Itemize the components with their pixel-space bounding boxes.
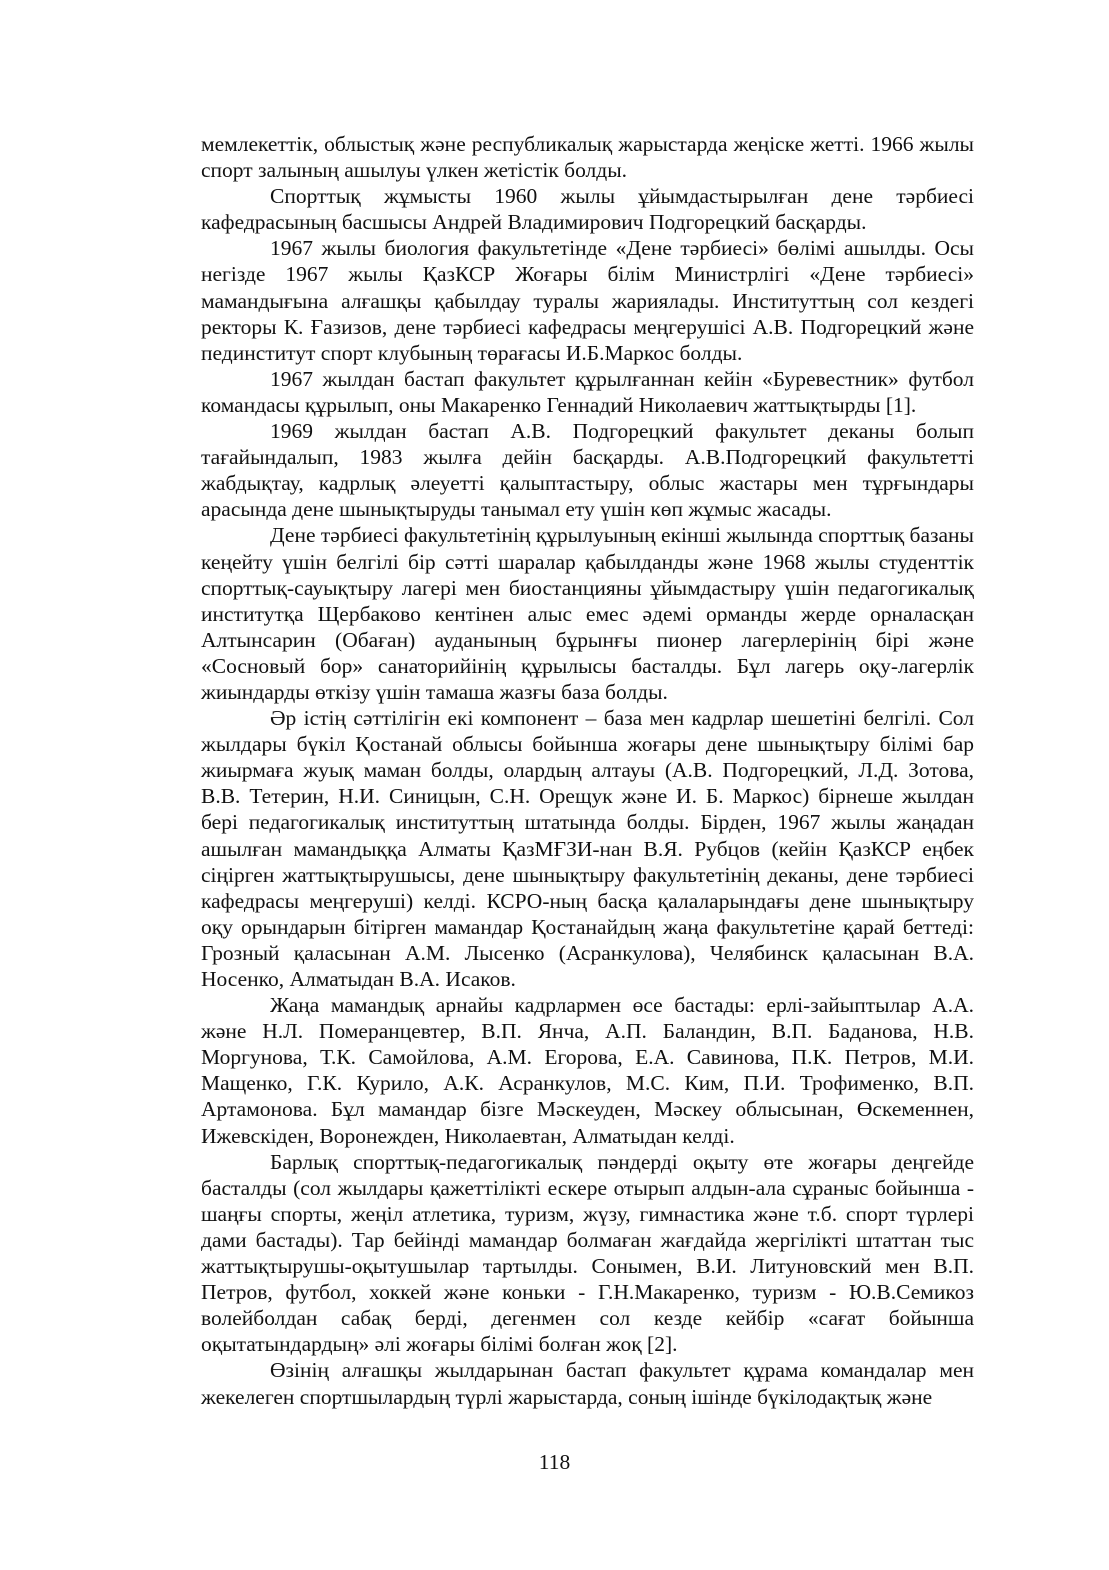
paragraph: Спорттық жұмысты 1960 жылы ұйымдастырылған дене тәрбиесі кафедрасының басшысы Андрей Владимирович Подгорецкий басқарды. (201, 184, 974, 235)
paragraph: Дене тәрбиесі факультетінің құрылуының екінші жылында спорттық базаны кеңейту үшін белгілі бір сәтті шаралар қабылданды және 1968 жылы студенттік спорттық-сауықтыру лагері мен биостанцияны ұйымдастыру үшін педагогикалық институтқа Щербаково кентінен алыс емес әдемі орманды жерде орналасқан Алтынсарин (Обаған) ауданының бұрынғы пионер лагерлерінің бірі және «Сосновый бор» санаторийінің құрылысы басталды. Бұл лагерь оқу-лагерлік жиындарды өткізу үшін тамаша жазғы база болды. (201, 523, 974, 704)
page-body (201, 131, 974, 1410)
paragraph: мемлекеттік, облыстық және республикалық жарыстарда жеңіске жетті. 1966 жылы спорт залының ашылуы үлкен жетістік болды. (201, 132, 974, 183)
paragraph: Әр істің сәттілігін екі компонент – база мен кадрлар шешетіні белгілі. Сол жылдары бүкіл Қостанай облысы бойынша жоғары дене шынықтыру білімі бар жиырмаға жуық маман болды, олардың алтауы (А.В. Подгорецкий, Л.Д. Зотова, В.В. Тетерин, Н.И. Синицын, С.Н. Орещук және И. Б. Маркос) бірнеше жылдан бері педагогикалық институттың штатында болды. Бірден, 1967 жылы жаңадан ашылған мамандыққа Алматы ҚазМҒЗИ-нан В.Я. Рубцов (кейін ҚазКСР еңбек сіңірген жаттықтырушысы, дене шынықтыру факультетінің деканы, дене тәрбиесі кафедрасы меңгеруші) келді. КСРО-ның басқа қалаларындағы дене шынықтыру оқу орындарын бітірген мамандар Қостанайдың жаңа факультетіне қарай беттеді: Грозный қаласынан А.М. Лысенко (Асранкулова), Челябинск қаласынан В.А. Носенко, Алматыдан В.А. Исаков. (201, 706, 974, 991)
paragraph: 1967 жылы биология факультетінде «Дене тәрбиесі» бөлімі ашылды. Осы негізде 1967 жылы ҚазКСР Жоғары білім Министрлігі «Дене тәрбиесі» мамандығына алғашқы қабылдау туралы жариялады. Институттың сол кездегі ректоры К. Ғазизов, дене тәрбиесі кафедрасы меңгерушісі А.В. Подгорецкий және пединститут спорт клубының төрағасы И.Б.Маркос болды. (201, 236, 974, 365)
paragraph: Барлық спорттық-педагогикалық пәндерді оқыту өте жоғары деңгейде басталды (сол жылдары қажеттілікті ескере отырып алдын-ала сұраныс бойынша - шаңғы спорты, жеңіл атлетика, туризм, жүзу, гимнастика және т.б. спорт түрлері дами бастады). Тар бейінді мамандар болмаған жағдайда жергілікті штаттан тыс жаттықтырушы-оқытушылар тартылды. Сонымен, В.И. Литуновский мен В.П. Петров, футбол, хоккей және коньки - Г.Н.Макаренко, туризм - Ю.В.Семикоз волейболдан сабақ берді, дегенмен сол кезде кейбір «сағат бойынша оқытатындардың» әлі жоғары білімі болған жоқ [2]. (201, 1149, 974, 1357)
paragraph: 1969 жылдан бастап А.В. Подгорецкий факультет деканы болып тағайындалып, 1983 жылға дейін басқарды. А.В.Подгорецкий факультетті жабдықтау, кадрлық әлеуетті қалыптастыру, облыс жастары мен тұрғындары арасында дене шынықтыруды танымал ету үшін көп жұмыс жасады. (201, 419, 974, 522)
paragraph: Өзінің алғашқы жылдарынан бастап факультет құрама командалар мен жекелеген спортшылардың түрлі жарыстарда, соның ішінде бүкілодақтық және (201, 1358, 974, 1409)
page-number: 118 (538, 1450, 571, 1474)
paragraph: Жаңа мамандық арнайы кадрлармен өсе бастады: ерлі-зайыптылар А.А. және Н.Л. Померанцевтер, В.П. Янча, А.П. Баландин, В.П. Баданова, Н.В. Моргунова, Т.К. Самойлова, А.М. Егорова, Е.А. Савинова, П.К. Петров, М.И. Мащенко, Г.К. Курило, А.К. Асранкулов, М.С. Ким, П.И. Трофименко, В.П. Артамонова. Бұл мамандар бізге Мәскеуден, Мәскеу облысынан, Өскеменнен, Ижевскіден, Воронежден, Николаевтан, Алматыдан келді. (201, 993, 974, 1148)
paragraph: 1967 жылдан бастап факультет құрылғаннан кейін «Буревестник» футбол командасы құрылып, оны Макаренко Геннадий Николаевич жаттықтырды [1]. (201, 366, 974, 417)
